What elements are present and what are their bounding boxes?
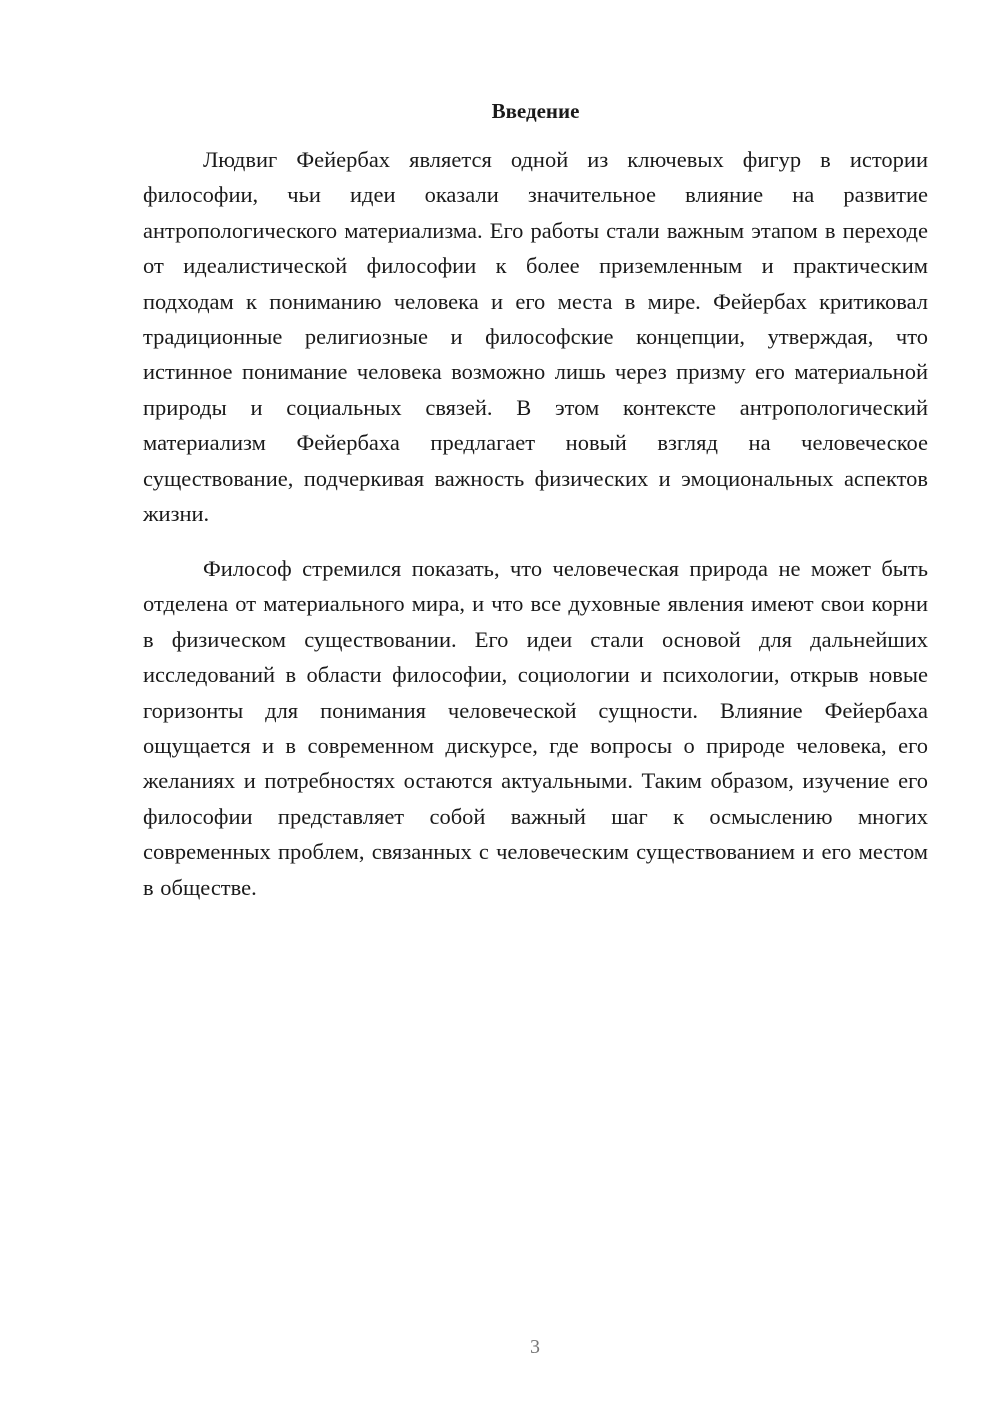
body-paragraph-2: Философ стремился показать, что человеческая природа не может быть отделена от материального мира, и что все духовные явления имеют свои корни в физическом существовании. Его идеи стали основой для дальнейших исследований в области философии, социологии и психологии, открыв новые горизонты для понимания человеческой сущности. Влияние Фейербаха ощущается и в современном дискурсе, где вопросы о природе человека, его желаниях и потребностях остаются актуальными. Таким образом, изучение его философии представляет собой важный шаг к осмыслению многих современных проблем, связанных с человеческим существованием и его местом в обществе.	[143, 556, 928, 900]
page-number: 3	[530, 1336, 540, 1358]
section-heading: Введение	[491, 99, 580, 123]
body-paragraph-1: Людвиг Фейербах является одной из ключевых фигур в истории философии, чьи идеи оказали значительное влияние на развитие антропологического материализма. Его работы стали важным этапом в переходе от идеалистической философии к более приземленным и практическим подходам к пониманию человека и его места в мире. Фейербах критиковал традиционные религиозные и философские концепции, утверждая, что истинное понимание человека возможно лишь через призму его материальной природы и социальных связей. В этом контексте антропологический материализм Фейербаха предлагает новый взгляд на человеческое существование, подчеркивая важность физических и эмоциональных аспектов жизни.	[143, 147, 928, 527]
